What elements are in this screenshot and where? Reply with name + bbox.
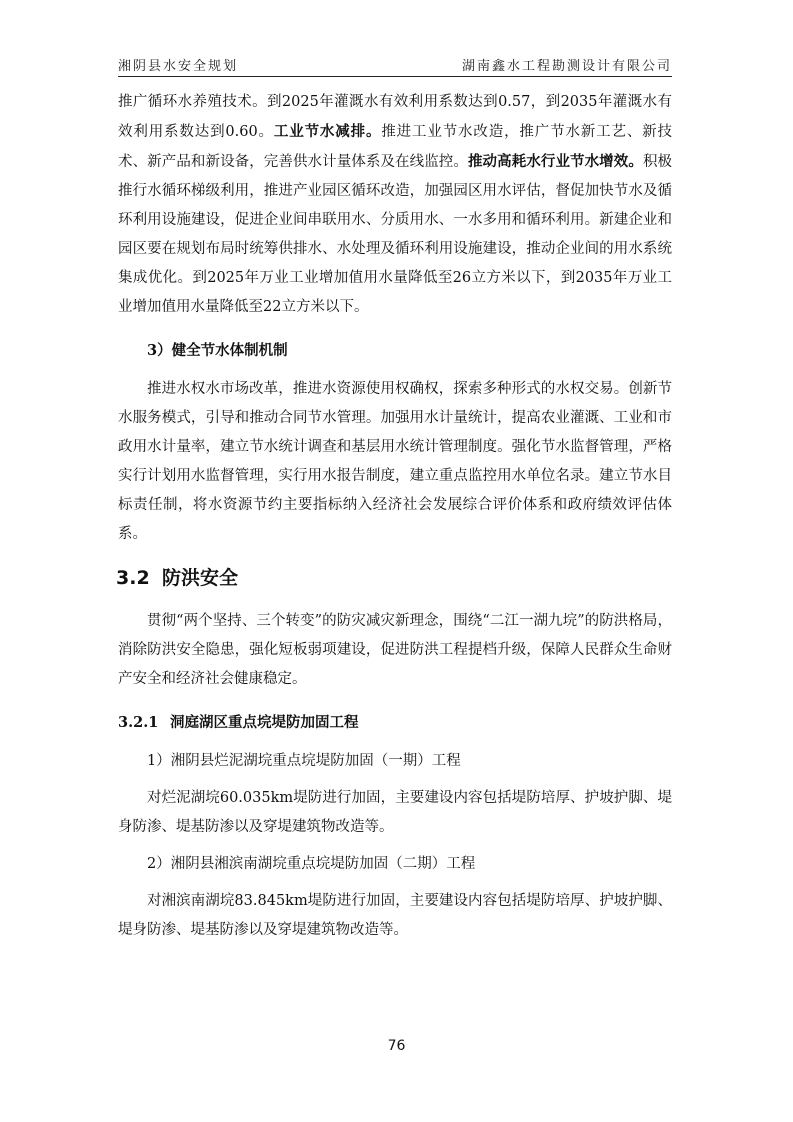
section-title: 防洪安全 xyxy=(162,567,239,589)
list-heading-water-saving-mechanism: 3）健全节水体制机制 xyxy=(147,342,288,359)
section-heading xyxy=(116,563,672,593)
paragraph-flood-control-intro: 贯彻“两个坚持、三个转变”的防灾减灾新理念，围绕“二江一湖九垸”的防洪格局，消除防洪安全隐患，强化短板弱项建设，促进防洪工程提档升级，保障人民群众生命财产安全和经济社会健康稳定。 xyxy=(118,613,672,687)
header-company-name: 湖南鑫水工程勘测设计有限公司 xyxy=(461,59,672,74)
paragraph-industrial-water-saving xyxy=(118,88,672,322)
item-title-lannihu: 1）湘阴县烂泥湖垸重点垸堤防加固（一期）工程 xyxy=(147,753,461,769)
bold-phrase-high-consumption: 推动高耗水行业节水增效。 xyxy=(467,153,643,170)
section-number: 3.2 xyxy=(116,567,150,589)
paragraph-water-rights: 推进水权水市场改革，推进水资源使用权确权，探索多种形式的水权交易。创新节水服务模式，引导和推动合同节水管理。加强用水计量统计，提高农业灌溉、工业和市政用水计量率，建立节水统计调查和基层用水统计管理制度。强化节水监督管理，严格实行计划用水监督管理，实行用水报告制度，建立重点监控用水单位名录。建立节水目标责任制，将水资源节约主要指标纳入经济社会发展综合评价体系和政府绩效评估体系。 xyxy=(118,381,672,542)
subsection-heading xyxy=(118,708,672,737)
item-text-xiangbinnanhu: 对湘滨南湖垸83.845km堤防进行加固，主要建设内容包括堤防培厚、护坡护脚、堤身防渗、堤基防渗以及穿堤建筑物改造等。 xyxy=(118,893,672,938)
bold-phrase-industrial: 工业节水减排。 xyxy=(273,123,382,140)
subsection-number: 3.2.1 xyxy=(118,714,159,731)
item-title-xiangbinnanhu: 2）湘阴县湘滨南湖垸重点垸堤防加固（二期）工程 xyxy=(147,856,476,872)
subsection-title: 洞庭湖区重点垸堤防加固工程 xyxy=(170,714,359,731)
page-content xyxy=(118,88,672,945)
text-segment: 推广循环水养殖技术。到2025年灌溉水有效利用系数达到0.57，到2035年灌溉水有效利用系数达到0.60。 xyxy=(118,94,672,140)
page-number: 76 xyxy=(387,1038,406,1054)
header-document-title: 湘阴县水安全规划 xyxy=(118,59,239,74)
page-header xyxy=(118,54,672,77)
text-segment: 积极推行水循环梯级利用，推进产业园区循环改造，加强园区用水评估，督促加快节水及循环利用设施建设，促进企业间串联用水、分质用水、一水多用和循环利用。新建企业和园区要在规划布局时统筹供排水、水处理及循环利用设施建设，推动企业间的用水系统集成优化。到2025年万业工业增加值用水量降低至26立方米以下，到2035年万业工业增加值用水量降低至22立方米以下。 xyxy=(118,154,673,315)
item-text-lannihu: 对烂泥湖垸60.035km堤防进行加固，主要建设内容包括堤防培厚、护坡护脚、堤身防渗、堤基防渗以及穿堤建筑物改造等。 xyxy=(118,790,672,835)
text-segment: 推进工业节水改造，推广节水新工艺、新技术、新产品和新设备，完善供水计量体系及在线监控。 xyxy=(118,124,673,170)
